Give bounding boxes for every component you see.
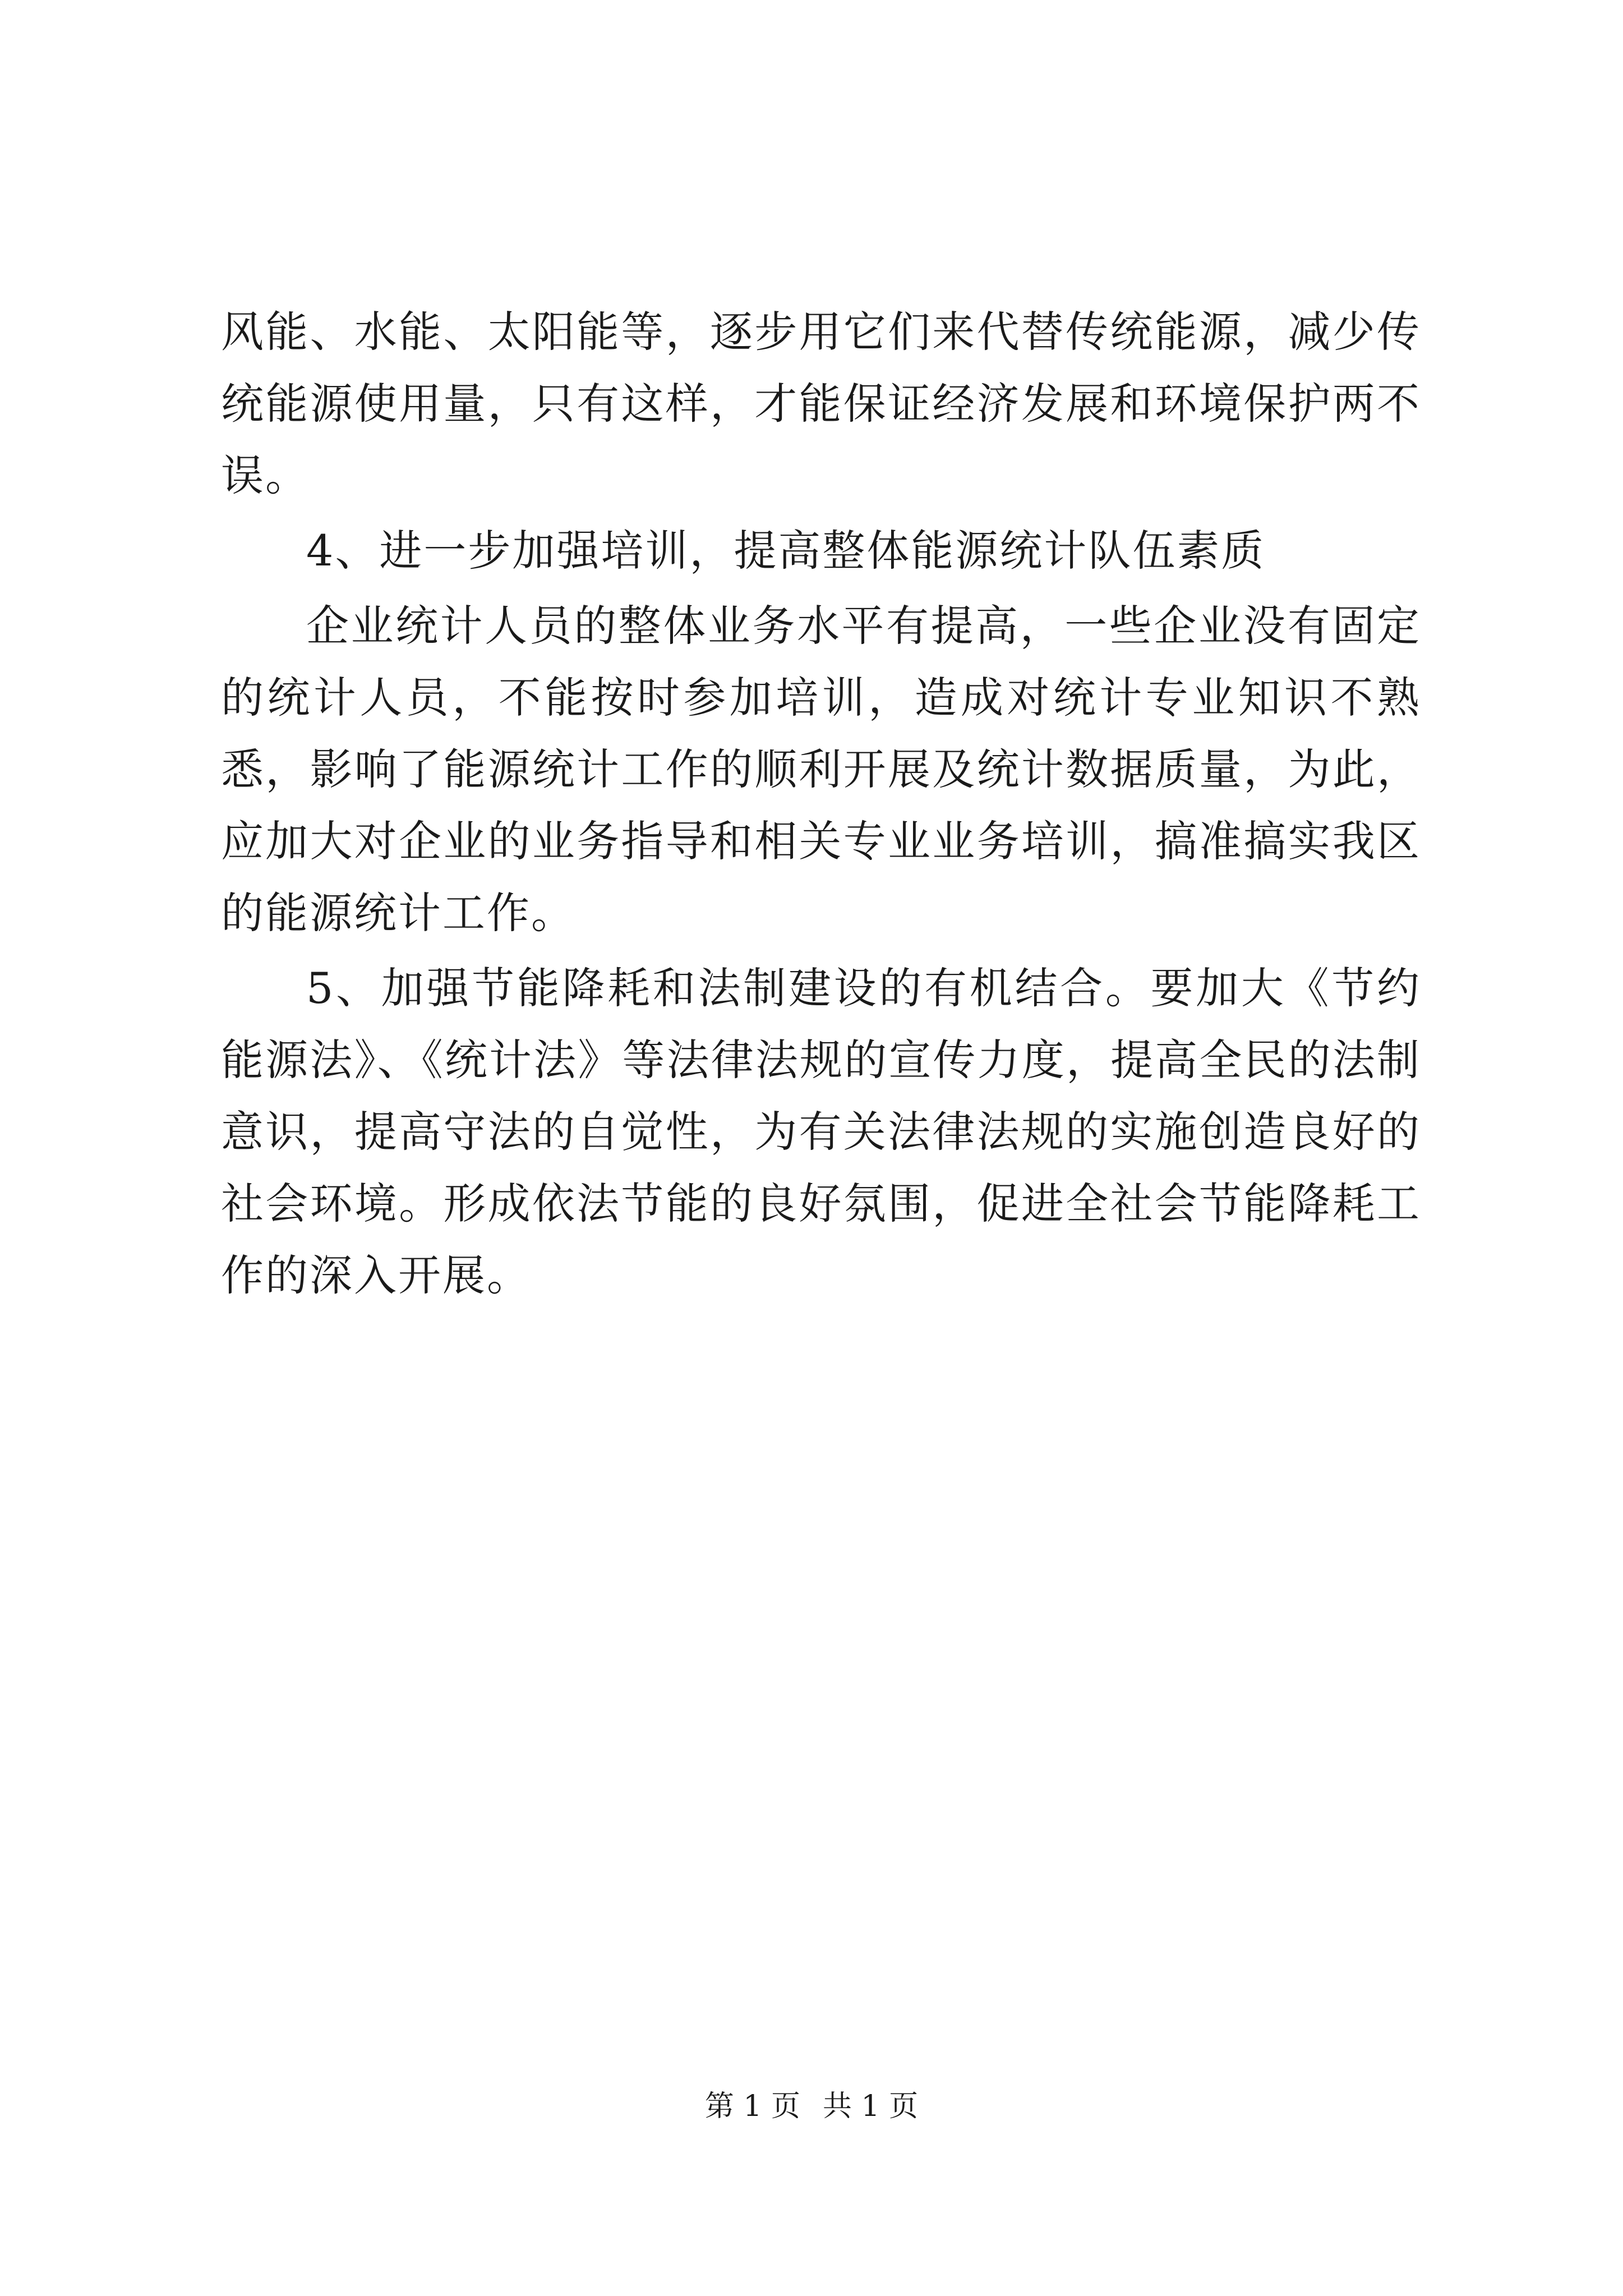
document-body (221, 296, 1421, 1312)
paragraph-training: 企业统计人员的整体业务水平有提高，一些企业没有固定的统计人员，不能按时参加培训，造成对统计专业知识不熟悉，影响了能源统计工作的顺利开展及统计数据质量，为此，应加大对企业的业务指导和相关专业业务培训，搞准搞实我区的能源统计工作。 (221, 601, 1421, 938)
page-total-label: 共 1 页 (823, 2090, 919, 2123)
paragraph-legal-system: 5、加强节能降耗和法制建设的有机结合。要加大《节约能源法》、《统计法》等法律法规的宣传力度，提高全民的法制意识，提高守法的自觉性，为有关法律法规的实施创造良好的社会环境。形成依法节能的良好氛围，促进全社会节能降耗工作的深入开展。 (221, 963, 1421, 1300)
section-heading-4: 4、进一步加强培训，提高整体能源统计队伍素质 (306, 526, 1266, 576)
paragraph-continuation: 风能、水能、太阳能等，逐步用它们来代替传统能源，减少传统能源使用量，只有这样，才能保证经济发展和环境保护两不误。 (221, 307, 1421, 500)
page-number-label: 第 1 页 (704, 2090, 800, 2123)
page-footer (0, 2087, 1623, 2126)
